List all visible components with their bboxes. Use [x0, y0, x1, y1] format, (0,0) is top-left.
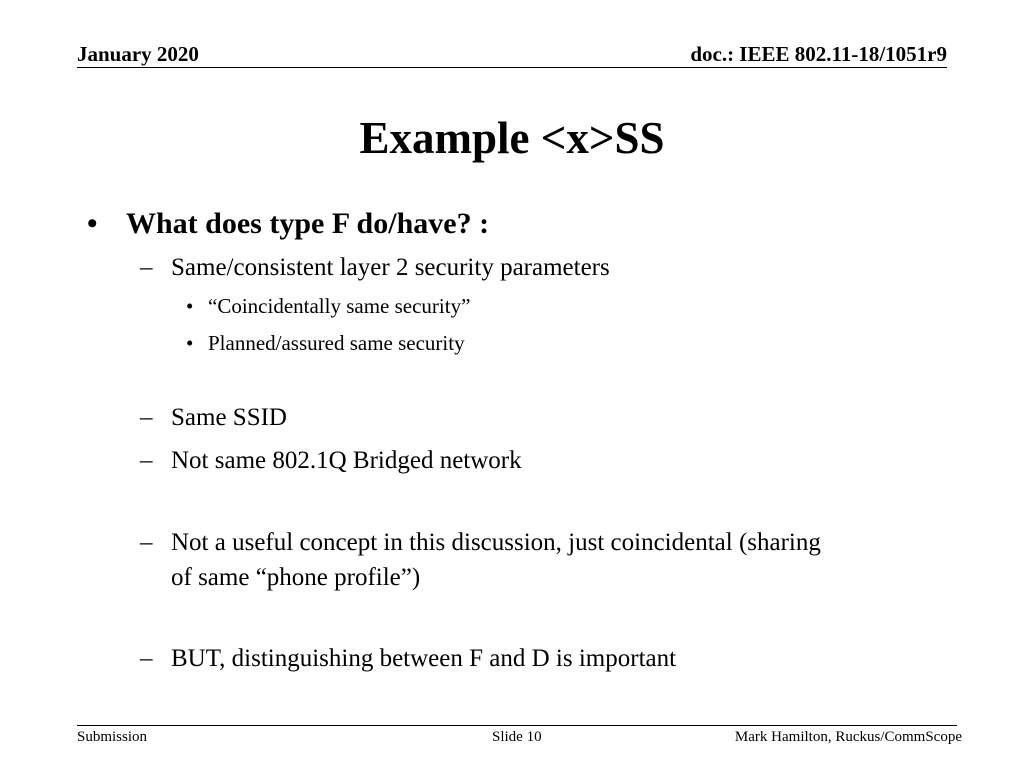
bullet-marker-l3: • [186, 331, 194, 355]
bullet-sub-1: Same/consistent layer 2 security parameters [171, 254, 610, 281]
footer-divider [77, 725, 957, 726]
bullet-sub-1b: Planned/assured same security [208, 331, 465, 355]
bullet-sub-2: Same SSID [171, 404, 287, 431]
header-doc-id: doc.: IEEE 802.11-18/1051r9 [690, 42, 947, 66]
dash-marker: – [140, 529, 153, 556]
bullet-sub-1a: “Coincidentally same security” [208, 294, 471, 318]
footer-slide-number: Slide 10 [492, 729, 542, 745]
footer-submission: Submission [77, 729, 148, 745]
dash-marker: – [140, 404, 153, 431]
bullet-sub-5: BUT, distinguishing between F and D is important [171, 645, 677, 672]
bullet-sub-4-line-1: Not a useful concept in this discussion, just coincidental (sharing [171, 529, 821, 556]
dash-marker: – [140, 254, 153, 281]
dash-marker: – [140, 645, 153, 672]
bullet-sub-3: Not same 802.1Q Bridged network [171, 447, 522, 474]
dash-marker: – [140, 447, 153, 474]
bullet-main: What does type F do/have? : [126, 207, 490, 240]
footer-author: Mark Hamilton, Ruckus/CommScope [734, 729, 962, 745]
bullet-marker-l1: • [87, 207, 98, 240]
slide-title: Example <x>SS [359, 113, 665, 163]
bullet-marker-l3: • [186, 294, 194, 318]
header-date: January 2020 [77, 42, 199, 66]
bullet-sub-4-line-2: of same “phone profile”) [171, 564, 421, 591]
